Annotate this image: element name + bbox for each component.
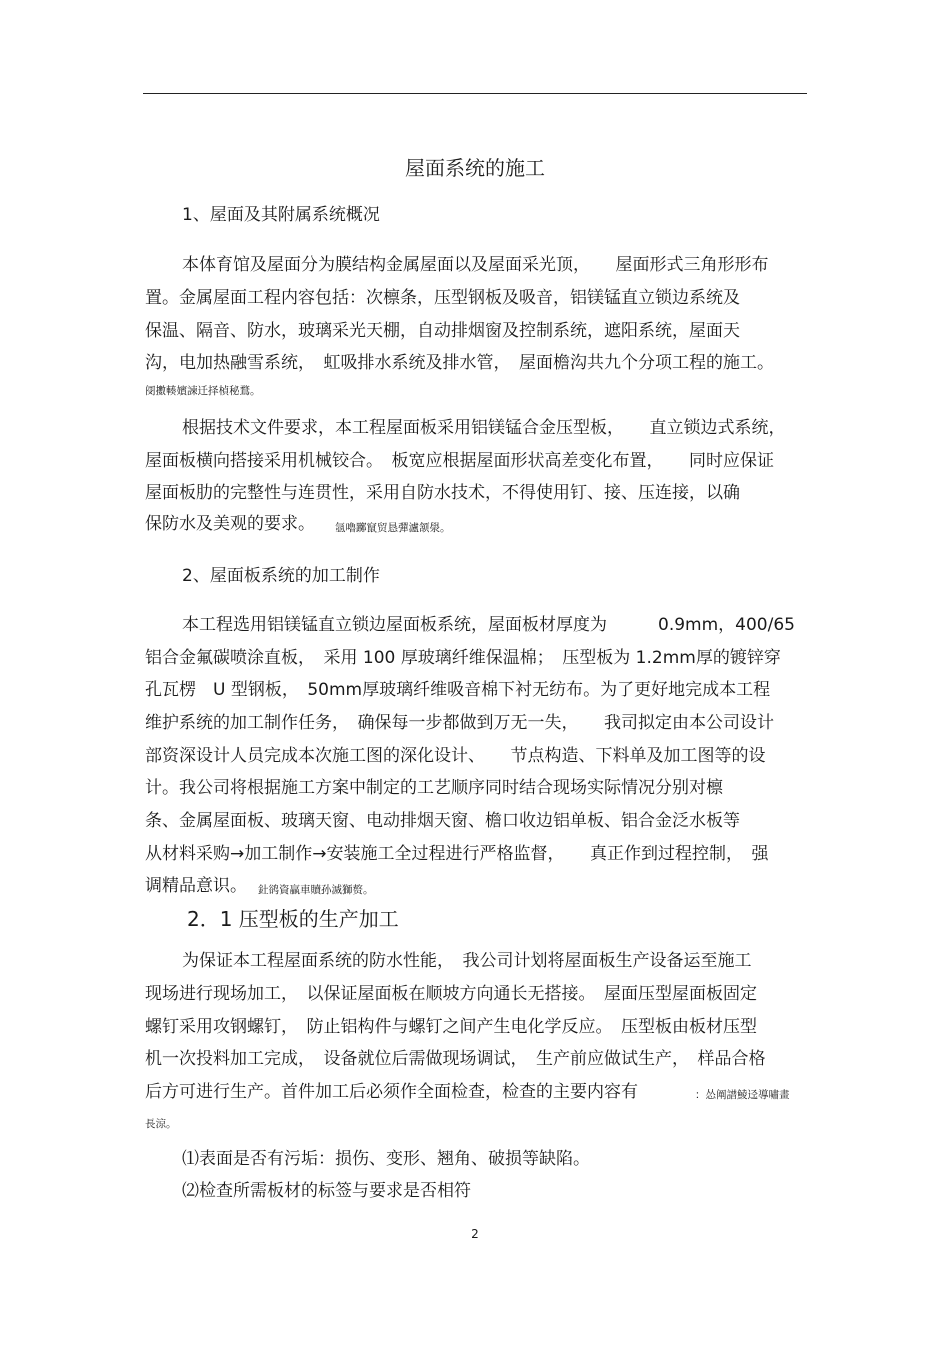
paragraph-4-line: 机一次投料加工完成， 设备就位后需做现场调试， 生产前应做试生产， 样品合格 xyxy=(145,1049,766,1069)
paragraph-4-line: 后方可进行生产。首件加工后必须作全面检查，检查的主要内容有 xyxy=(145,1082,638,1102)
paragraph-1-garbled-note: 阌擻輳嬪諫迁择楨秘鶩。 xyxy=(145,385,261,397)
header-rule xyxy=(143,93,807,94)
paragraph-3-line: 从材料采购→加工制作→安装施工全过程进行严格监督， 真正作到过程控制， 强 xyxy=(145,844,769,864)
paragraph-3-line: 铝合金氟碳喷涂直板， 采用 100 厚玻璃纤维保温棉； 压型板为 1.2mm厚的镀锌穿 xyxy=(145,648,781,668)
paragraph-3-line: 调精品意识。 xyxy=(145,876,247,896)
paragraph-2-garbled-note: 氬嚕躑竄贸恳彈瀘颔澩。 xyxy=(335,522,451,534)
paragraph-3-line: 计。我公司将根据施工方案中制定的工艺顺序同时结合现场实际情况分别对檩 xyxy=(145,778,723,798)
paragraph-1-line: 置。金属屋面工程内容包括：次檩条，压型钢板及吸音，铝镁锰直立锁边系统及 xyxy=(145,288,740,308)
section-heading-1: 1、屋面及其附属系统概况 xyxy=(182,205,380,225)
paragraph-3-line: 本工程选用铝镁锰直立锁边屋面板系统，屋面板材厚度为 0.9mm，400/65 xyxy=(182,615,795,635)
paragraph-3-garbled-note: 釷鹆資贏車贖孙滅獅赘。 xyxy=(258,884,374,896)
paragraph-3-line: 条、金属屋面板、玻璃天窗、电动排烟天窗、檐口收边铝单板、铝合金泛水板等 xyxy=(145,811,740,831)
paragraph-3-line: 孔瓦楞 U 型钢板， 50mm厚玻璃纤维吸音棉下衬无纺布。为了更好地完成本工程 xyxy=(145,680,771,700)
section-heading-2: 2、屋面板系统的加工制作 xyxy=(182,566,380,586)
paragraph-4-garbled-note: 長涼。 xyxy=(145,1118,177,1130)
paragraph-2-line: 保防水及美观的要求。 xyxy=(145,514,315,534)
paragraph-3-line: 维护系统的加工制作任务， 确保每一步都做到万无一失， 我司拟定由本公司设计 xyxy=(145,713,774,733)
paragraph-1-line: 沟，电加热融雪系统， 虹吸排水系统及排水管， 屋面檐沟共九个分项工程的施工。 xyxy=(145,353,774,373)
paragraph-4-line: 为保证本工程屋面系统的防水性能， 我公司计划将屋面板生产设备运至施工 xyxy=(182,951,752,971)
list-item: ⑴表面是否有污垢：损伤、变形、翘角、破损等缺陷。 xyxy=(182,1149,590,1169)
paragraph-3-line: 部资深设计人员完成本次施工图的深化设计、 节点构造、下料单及加工图等的设 xyxy=(145,746,766,766)
paragraph-4-line: 螺钉采用攻钢螺钉， 防止铝构件与螺钉之间产生电化学反应。 压型板由板材压型 xyxy=(145,1017,757,1037)
page-title: 屋面系统的施工 xyxy=(405,156,545,180)
subsection-heading-2-1: 2．1 压型板的生产加工 xyxy=(187,907,399,931)
paragraph-2-line: 根据技术文件要求，本工程屋面板采用铝镁锰合金压型板， 直立锁边式系统， xyxy=(182,418,786,438)
paragraph-1-line: 保温、隔音、防水，玻璃采光天棚，自动排烟窗及控制系统，遮阳系统，屋面天 xyxy=(145,321,740,341)
list-item: ⑵检查所需板材的标签与要求是否相符 xyxy=(182,1181,471,1201)
page-number: 2 xyxy=(471,1227,479,1241)
paragraph-2-line: 屋面板横向搭接采用机械铰合。 板宽应根据屋面形状高差变化布置， 同时应保证 xyxy=(145,451,774,471)
paragraph-4-line: 现场进行现场加工， 以保证屋面板在顺坡方向通长无搭接。 屋面压型屋面板固定 xyxy=(145,984,757,1004)
paragraph-1-line: 本体育馆及屋面分为膜结构金属屋面以及屋面采光顶， 屋面形式三角形形布 xyxy=(182,255,769,275)
paragraph-4-garbled-note: ：怂阐譜鯪迳導嘯畫 xyxy=(695,1089,790,1101)
paragraph-2-line: 屋面板肋的完整性与连贯性，采用自防水技术，不得使用钉、接、压连接，以确 xyxy=(145,483,740,503)
